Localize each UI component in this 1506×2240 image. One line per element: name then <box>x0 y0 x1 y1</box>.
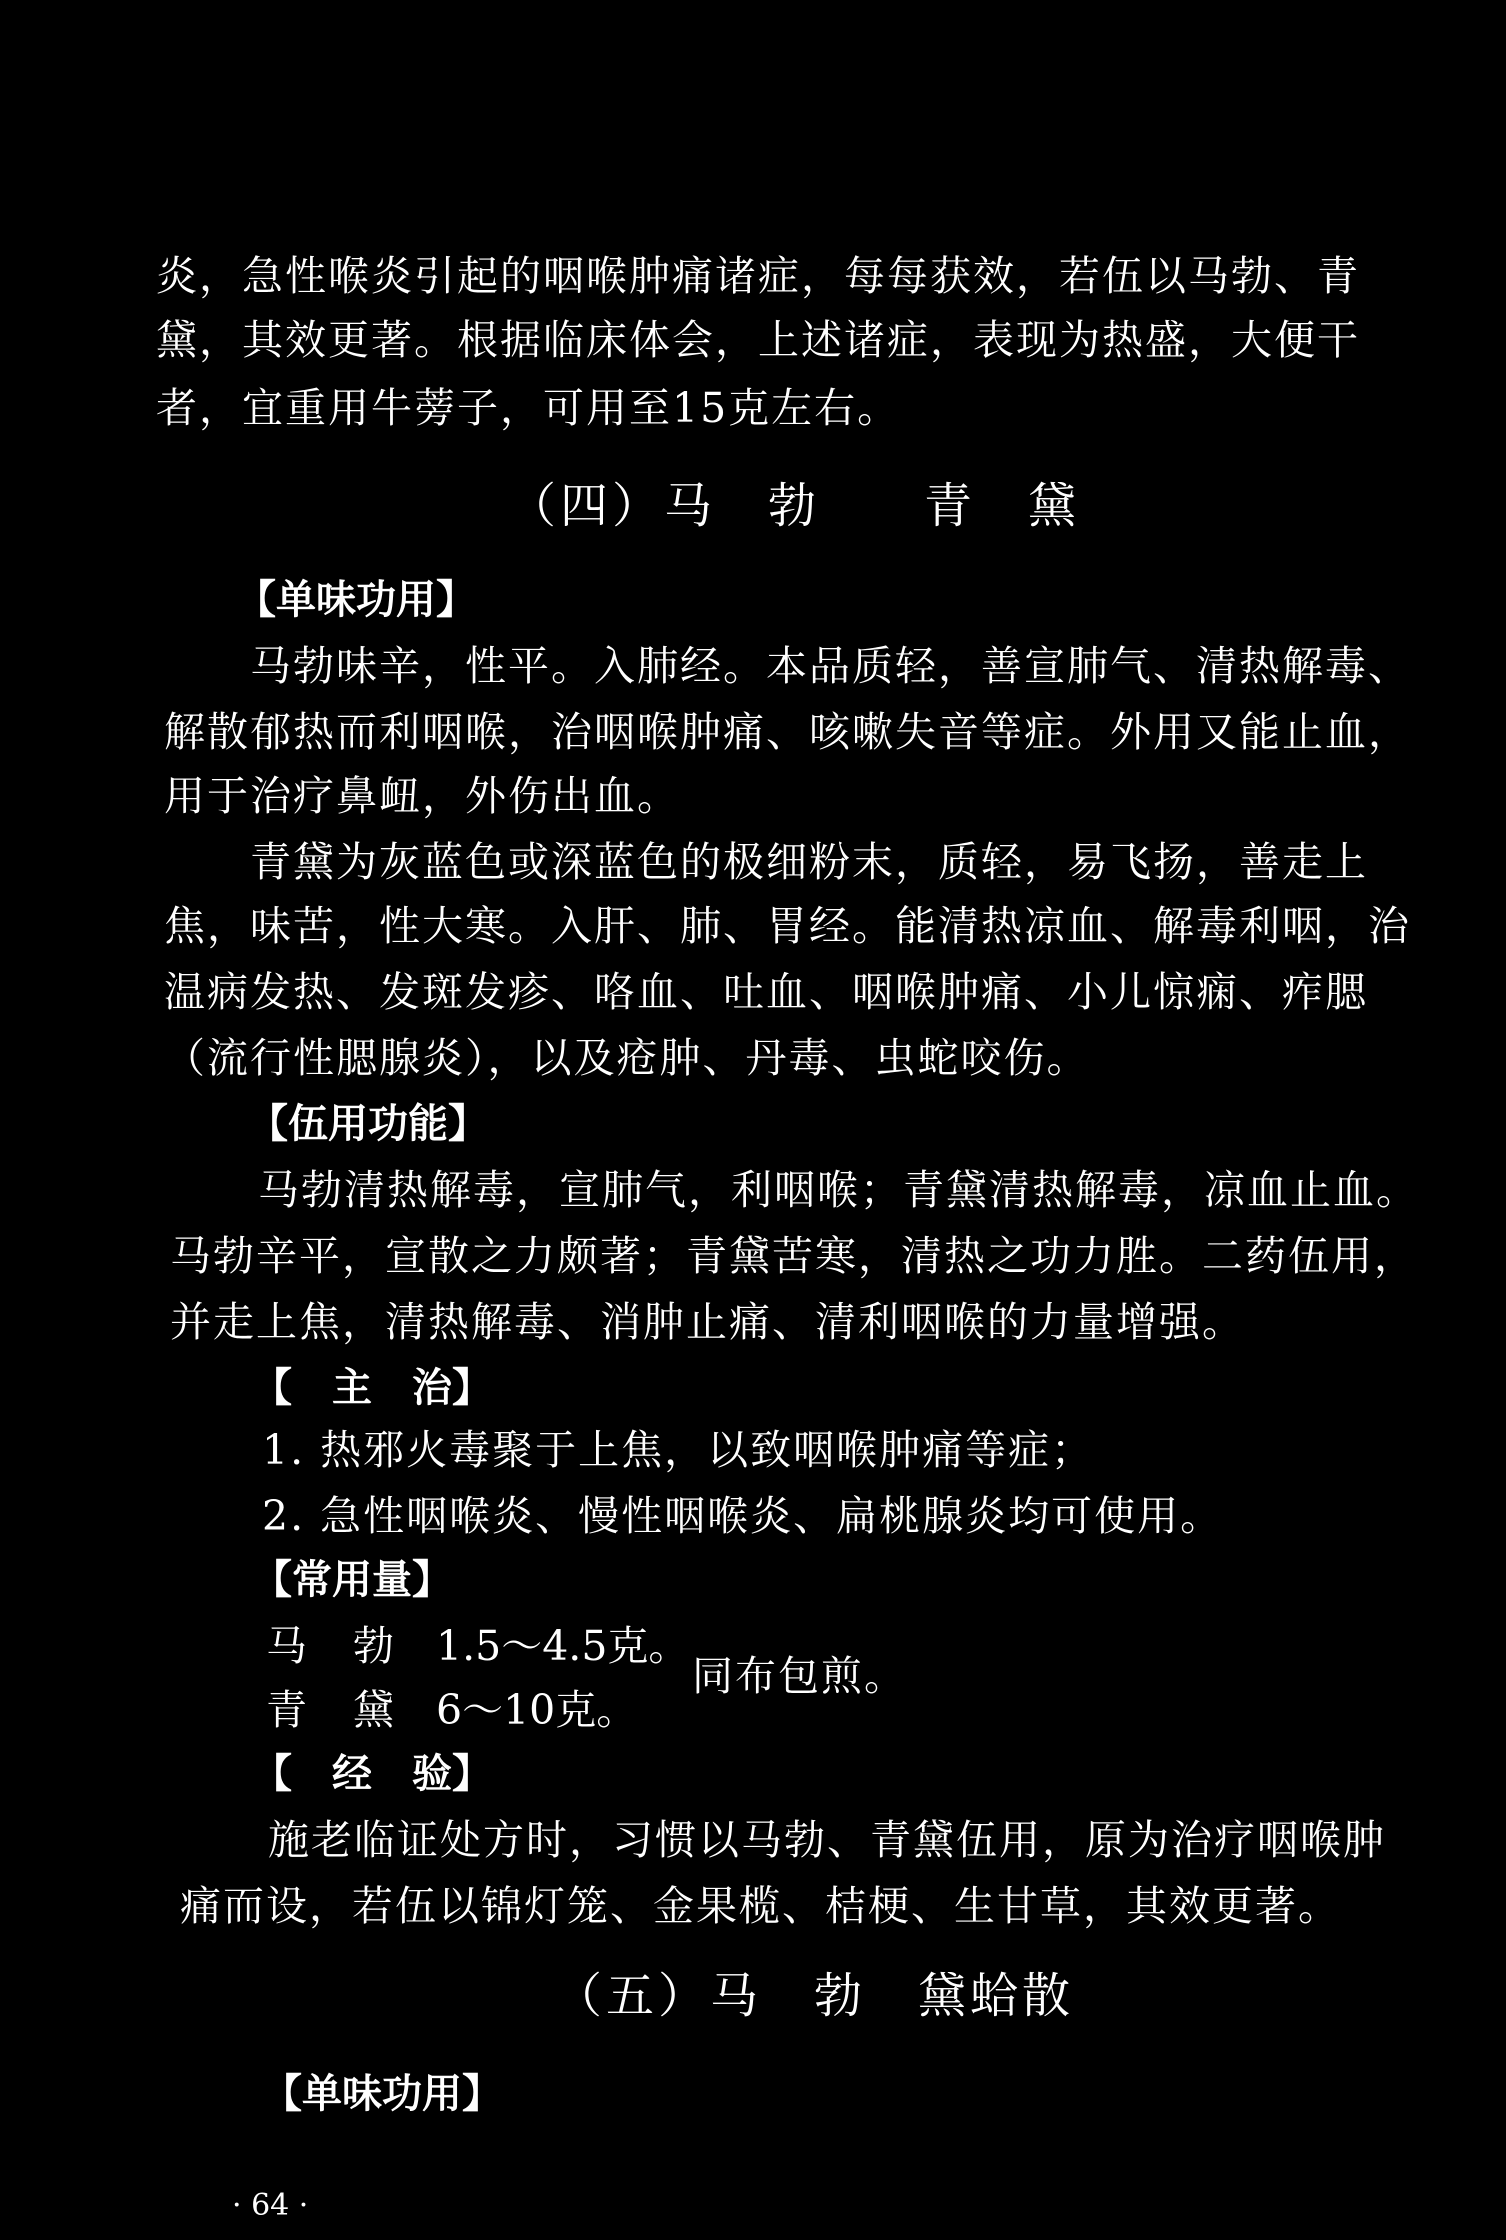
experience-line-1: 施老临证处方时，习惯以马勃、青黛伍用，原为治疗咽喉肿 <box>268 1816 1386 1864</box>
dosage-herb-name: 马勃 <box>266 1622 440 1670</box>
dosage-herb-name: 青黛 <box>266 1686 440 1734</box>
indications-heading-open: 【主 <box>252 1365 412 1411</box>
dosage-amount: 6～10克。 <box>436 1686 638 1734</box>
combined-line-2: 马勃辛平，宣散之力颇著；青黛苦寒，清热之功力胜。二药伍用， <box>170 1232 1417 1280</box>
single-use-line-7: （流行性腮腺炎），以及疮肿、丹毒、虫蛇咬伤。 <box>164 1034 1090 1082</box>
section-4-experience-heading <box>252 1748 492 1800</box>
section-4-indications-heading <box>252 1362 492 1414</box>
single-use-line-5: 焦，味苦，性大寒。入肝、肺、胃经。能清热凉血、解毒利咽，治 <box>164 902 1411 950</box>
single-use-line-3: 用于治疗鼻衄，外伤出血。 <box>164 772 680 820</box>
dosage-amount: 1.5～4.5克。 <box>436 1622 690 1670</box>
experience-heading-close: 验】 <box>412 1751 492 1797</box>
combined-line-1: 马勃清热解毒，宣肺气，利咽喉；青黛清热解毒，凉血止血。 <box>258 1166 1419 1214</box>
experience-heading-open: 【经 <box>252 1751 412 1797</box>
single-use-line-1: 马勃味辛，性平。入肺经。本品质轻，善宣肺气、清热解毒、 <box>250 642 1411 690</box>
section-5-single-use-heading: 【单味功用】 <box>262 2071 502 2117</box>
single-use-line-2: 解散郁热而利咽喉，治咽喉肿痛、咳嗽失音等症。外用又能止血， <box>164 708 1411 756</box>
dosage-row-mabo <box>266 1620 689 1672</box>
section-5-title: （五）马 勃 黛蛤散 <box>554 1968 1075 2024</box>
section-4-single-use-heading: 【单味功用】 <box>236 577 476 623</box>
single-use-line-4: 青黛为灰蓝色或深蓝色的极细粉末，质轻，易飞扬，善走上 <box>250 838 1368 886</box>
section-4-combined-heading: 【伍用功能】 <box>248 1101 488 1147</box>
single-use-line-6: 温病发热、发斑发疹、咯血、吐血、咽喉肿痛、小儿惊痫、痄腮 <box>164 968 1368 1016</box>
dosage-row-qingdai <box>266 1684 637 1736</box>
page-number: · 64 · <box>232 2188 309 2223</box>
dosage-note: 同布包煎。 <box>692 1652 907 1700</box>
intro-line-2: 黛，其效更著。根据临床体会，上述诸症，表现为热盛，大便干 <box>156 316 1360 364</box>
combined-line-3: 并走上焦，清热解毒、消肿止痛、清利咽喉的力量增强。 <box>170 1298 1245 1346</box>
indication-item-1: 1. 热邪火毒聚于上焦，以致咽喉肿痛等症； <box>262 1426 1095 1474</box>
section-4-dosage-heading: 【常用量】 <box>252 1557 452 1603</box>
section-4-title: （四）马 勃 青 黛 <box>508 478 1081 534</box>
intro-line-3: 者，宜重用牛蒡子，可用至15克左右。 <box>156 384 901 432</box>
intro-line-1: 炎，急性喉炎引起的咽喉肿痛诸症，每每获效，若伍以马勃、青 <box>156 252 1360 300</box>
experience-line-2: 痛而设，若伍以锦灯笼、金果榄、桔梗、生甘草，其效更著。 <box>180 1882 1341 1930</box>
indication-item-2: 2. 急性咽喉炎、慢性咽喉炎、扁桃腺炎均可使用。 <box>262 1492 1224 1540</box>
indications-heading-close: 治】 <box>412 1365 492 1411</box>
